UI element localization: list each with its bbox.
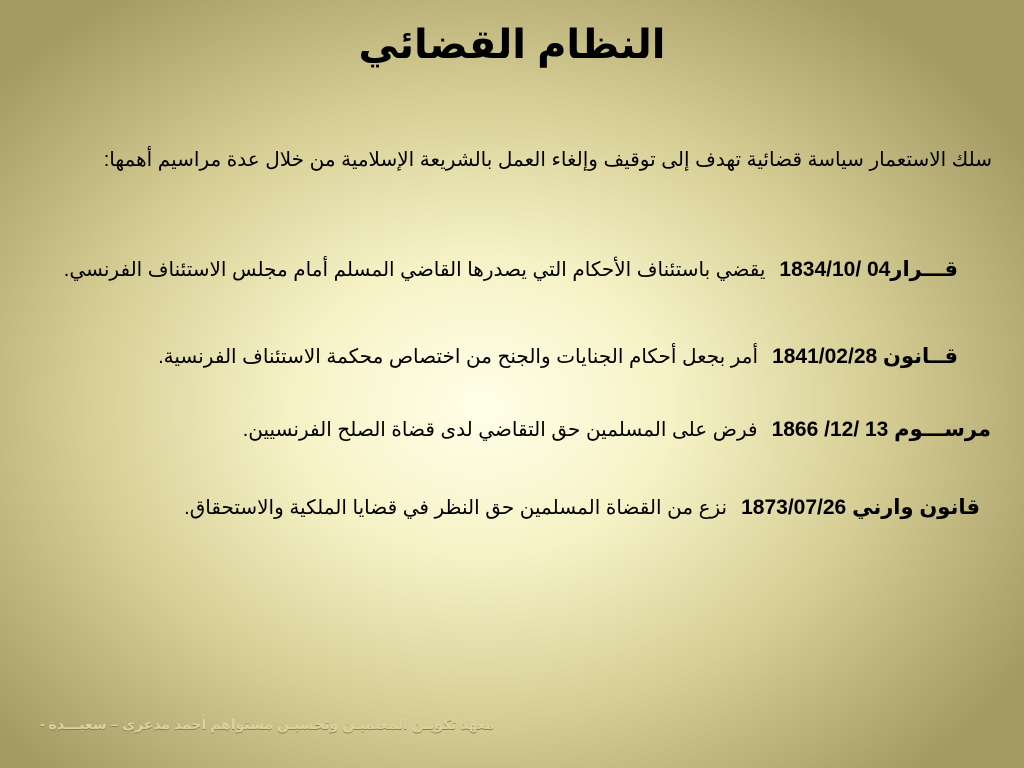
decree-item: [243, 416, 991, 444]
decree-item: [184, 494, 980, 522]
decree-item: [158, 343, 958, 371]
decree-label: قانون وارني 1873/07/26: [741, 496, 980, 519]
decree-description: أمر بجعل أحكام الجنايات والجنح من اختصاص محكمة الاستئناف الفرنسية.: [158, 346, 759, 368]
slide-title: النظام القضائي: [358, 23, 666, 67]
decree-description: فرض على المسلمين حق التقاضي لدى قضاة الصلح الفرنسيين.: [242, 419, 758, 441]
decree-label: قـــرار04 /1834/10: [779, 258, 958, 281]
decree-description: يقضي باستئناف الأحكام التي يصدرها القاضي المسلم أمام مجلس الاستئناف الفرنسي.: [63, 259, 766, 281]
slide-footer: معهد تكويـن المعلميـن وتحسيـن مستواهم أحمد مدغري – سعيـــدة -: [40, 716, 495, 732]
decree-item: [64, 256, 958, 284]
intro-paragraph: سلك الاستعمار سياسة قضائية تهدف إلى توقيف وإلغاء العمل بالشريعة الإسلامية من خلال عدة مراسيم أهمها:: [103, 149, 992, 171]
decree-label: مرســـوم 13 /12/ 1866: [771, 418, 991, 441]
decree-label: قــانون 1841/02/28: [772, 345, 958, 368]
decree-description: نزع من القضاة المسلمين حق النظر في قضايا الملكية والاستحقاق.: [184, 497, 728, 519]
